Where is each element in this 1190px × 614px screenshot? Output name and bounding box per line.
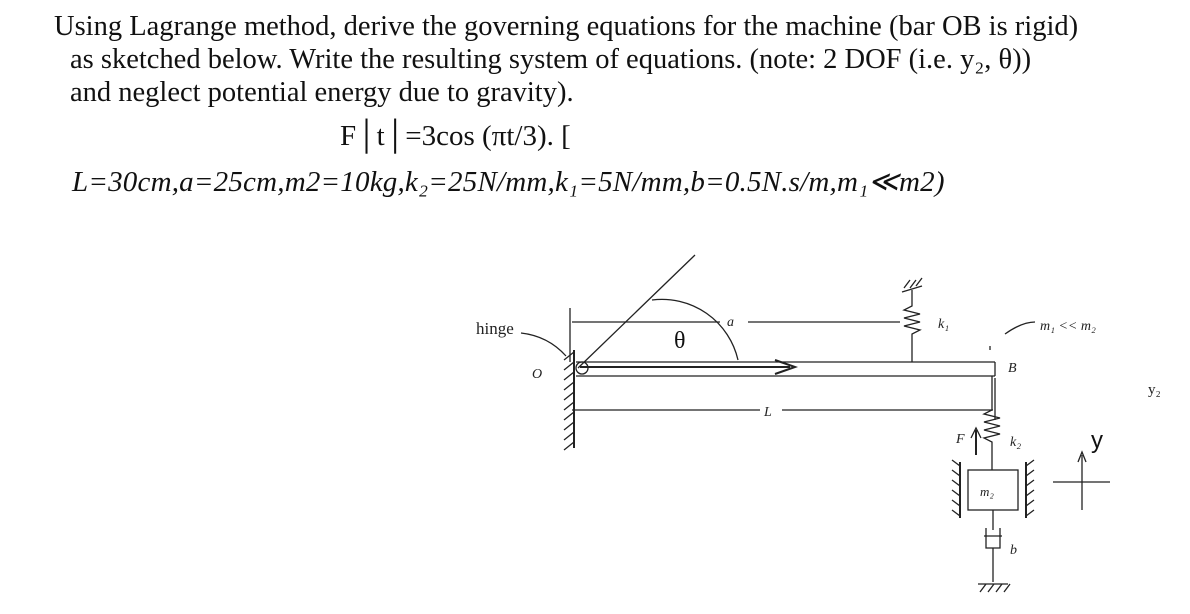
label-damper-b: b (1010, 543, 1017, 558)
label-k2: k₂ (1010, 435, 1022, 450)
dimension-l (572, 378, 995, 420)
label-theta: θ (674, 328, 686, 354)
theta-arc (652, 299, 738, 360)
guide-left (952, 460, 960, 518)
y2-axis-cross (1053, 452, 1110, 510)
label-k1: k₁ (938, 317, 950, 332)
label-b-point: B (1008, 361, 1017, 376)
label-mass-relation: m₁ << m₂ (1040, 319, 1096, 334)
mass-leader (1005, 322, 1035, 334)
hinge-wall (564, 350, 574, 450)
problem-line-2: as sketched below. Write the resulting system of equations. (note: 2 DOF (i.e. y₂, θ)) (70, 44, 1032, 75)
label-a: a (727, 315, 734, 330)
label-f: F (956, 432, 965, 447)
spring-k2 (984, 376, 1000, 470)
force-arrow (971, 428, 981, 455)
label-l: L (764, 405, 772, 420)
parameter-list: L=30cm,a=25cm,m2=10kg,k₂=25N/mm,k₁=5N/mm,b=0.5N.s/m,m₁≪m2) (72, 166, 945, 198)
problem-line-3: and neglect potential energy due to gravity). (70, 77, 574, 108)
problem-line-1: Using Lagrange method, derive the governing equations for the machine (bar OB is rigid) (54, 11, 1079, 42)
label-y-axis: y (1091, 427, 1103, 454)
dimension-a (570, 308, 900, 362)
hinge-leader (521, 333, 566, 356)
label-m2: m₂ (980, 484, 994, 499)
label-hinge: hinge (476, 319, 514, 338)
label-y2: y₂ (1148, 382, 1161, 398)
damper-b (978, 510, 1010, 592)
spring-k1 (902, 278, 922, 362)
label-o: O (532, 367, 543, 382)
force-equation: F│t│=3cos (πt/3). [ (340, 120, 571, 152)
guide-right (1026, 460, 1034, 518)
